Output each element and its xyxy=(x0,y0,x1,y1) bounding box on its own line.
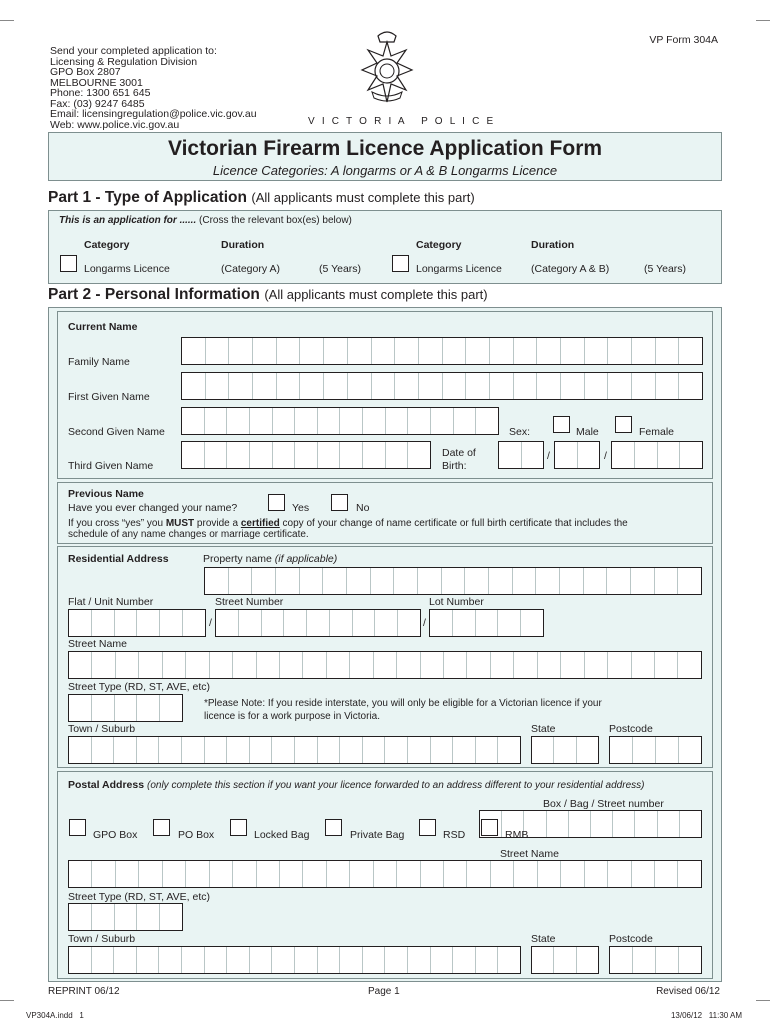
dob-separator: / xyxy=(604,450,607,462)
part2-heading xyxy=(48,286,488,304)
part1-panel xyxy=(48,210,722,284)
col-category: Category xyxy=(84,239,130,251)
yes-label: Yes xyxy=(292,502,310,514)
female-label: Female xyxy=(639,426,675,438)
previous-name-section xyxy=(57,482,713,544)
title-panel xyxy=(48,132,722,181)
note-must: MUST xyxy=(165,518,195,529)
sex-label: Sex: xyxy=(509,426,531,438)
changed-name-question: Have you ever changed your name? xyxy=(68,502,238,514)
send-to-phone: Phone: 1300 651 645 xyxy=(50,87,151,99)
interstate-note xyxy=(204,697,602,723)
postal-street-type-label: Street Type (RD, ST, AVE, etc) xyxy=(68,891,210,903)
rsd-label: RSD xyxy=(443,829,466,841)
rmb-label: RMB xyxy=(505,829,529,841)
postal-postcode-field[interactable] xyxy=(609,946,702,974)
second-given-label: Second Given Name xyxy=(68,426,165,438)
postal-heading: Postal Address xyxy=(68,779,145,791)
send-to-fax: Fax: (03) 9247 6485 xyxy=(50,97,145,110)
postal-state-field[interactable] xyxy=(531,946,599,974)
second-given-field[interactable] xyxy=(181,407,499,435)
private-bag-label: Private Bag xyxy=(350,829,405,841)
part2-panel xyxy=(48,307,722,982)
family-name-label: Family Name xyxy=(68,356,130,368)
note-text: provide a xyxy=(194,518,241,529)
rsd-checkbox[interactable] xyxy=(419,819,436,836)
col-duration: Duration xyxy=(221,239,265,251)
street-type-field[interactable] xyxy=(68,694,183,722)
footer-page: Page 1 xyxy=(368,986,400,997)
changed-no-checkbox[interactable] xyxy=(331,494,348,511)
note-certified: certified xyxy=(240,518,280,529)
victoria-police-emblem-icon xyxy=(350,26,424,110)
send-to-web: Web: www.police.vic.gov.au xyxy=(50,118,180,131)
dob-label-line: Date of xyxy=(442,447,476,459)
postal-town-field[interactable] xyxy=(68,946,521,974)
logo-caption: V I C T O R I A P O L I C E xyxy=(308,116,496,127)
box-label: Box / Bag / Street number xyxy=(543,798,664,810)
dob-day-field[interactable] xyxy=(498,441,544,469)
send-to-email: Email: licensingregulation@police.vic.gov.au xyxy=(50,108,257,120)
state-label: State xyxy=(531,723,556,735)
family-name-field[interactable] xyxy=(181,337,703,365)
third-given-field[interactable] xyxy=(181,441,431,469)
footer-stamp: 13/06/12 11:30 AM xyxy=(670,1011,742,1020)
part2-title: Part 2 - Personal Information xyxy=(48,286,260,303)
note-text: If you cross “yes” you xyxy=(68,518,166,529)
note-text: copy of your change of name certificate or full birth certificate that includes the xyxy=(279,518,628,529)
flat-label: Flat / Unit Number xyxy=(68,596,154,608)
lot-label: Lot Number xyxy=(429,596,484,608)
flat-field[interactable] xyxy=(68,609,206,637)
street-number-field[interactable] xyxy=(215,609,421,637)
send-to-block xyxy=(50,46,257,130)
property-label xyxy=(203,553,337,565)
property-name-field[interactable] xyxy=(204,567,702,595)
po-box-checkbox[interactable] xyxy=(153,819,170,836)
option-type: (Category A & B) xyxy=(531,263,610,275)
private-bag-checkbox[interactable] xyxy=(325,819,342,836)
send-to-line: GPO Box 2807 xyxy=(50,66,121,78)
crop-mark xyxy=(0,20,14,31)
postal-street-type-field[interactable] xyxy=(68,903,183,931)
property-text: Property name xyxy=(203,553,272,565)
category-a-checkbox[interactable] xyxy=(60,255,77,272)
locked-bag-label: Locked Bag xyxy=(254,829,310,841)
col-duration: Duration xyxy=(531,239,575,251)
send-to-line: Send your completed application to: xyxy=(50,45,217,57)
postcode-field[interactable] xyxy=(609,736,702,764)
current-name-heading: Current Name xyxy=(68,321,138,333)
separator: / xyxy=(423,617,426,629)
postal-town-label: Town / Suburb xyxy=(68,933,136,945)
option-type: (Category A) xyxy=(221,263,280,275)
category-ab-checkbox[interactable] xyxy=(392,255,409,272)
postal-state-label: State xyxy=(531,933,556,945)
po-box-label: PO Box xyxy=(178,829,215,841)
postal-postcode-label: Postcode xyxy=(609,933,653,945)
option-years: (5 Years) xyxy=(644,263,687,275)
option-years: (5 Years) xyxy=(319,263,362,275)
dob-month-field[interactable] xyxy=(554,441,600,469)
footer-reprint: REPRINT 06/12 xyxy=(48,986,120,997)
part1-intro xyxy=(59,215,352,226)
dob-year-field[interactable] xyxy=(611,441,703,469)
first-given-label: First Given Name xyxy=(68,391,150,403)
send-to-line: MELBOURNE 3001 xyxy=(50,76,143,89)
postal-street-name-field[interactable] xyxy=(68,860,702,888)
gpo-box-checkbox[interactable] xyxy=(69,819,86,836)
lot-number-field[interactable] xyxy=(429,609,544,637)
postal-street-name-label: Street Name xyxy=(500,848,559,860)
changed-yes-checkbox[interactable] xyxy=(268,494,285,511)
no-label: No xyxy=(356,502,370,514)
town-label: Town / Suburb xyxy=(68,723,136,735)
male-label: Male xyxy=(576,426,599,438)
intro-rest: (Cross the relevant box(es) below) xyxy=(199,215,352,226)
dob-separator: / xyxy=(547,450,550,462)
crop-mark xyxy=(756,20,770,31)
option-category: Longarms Licence xyxy=(84,263,170,275)
separator: / xyxy=(209,617,212,629)
street-name-field[interactable] xyxy=(68,651,702,679)
postal-heading-row xyxy=(68,779,708,791)
previous-name-heading: Previous Name xyxy=(68,488,144,500)
dob-label xyxy=(442,447,476,473)
postal-address-section xyxy=(57,771,713,979)
rmb-checkbox[interactable] xyxy=(481,819,498,836)
dob-label-line: Birth: xyxy=(442,460,467,472)
form-number: VP Form 304A xyxy=(649,34,718,46)
female-checkbox[interactable] xyxy=(615,416,632,433)
locked-bag-checkbox[interactable] xyxy=(230,819,247,836)
crop-mark xyxy=(756,1000,770,1011)
certificate-note xyxy=(68,518,708,540)
page-title: Victorian Firearm Licence Application Form xyxy=(167,137,603,160)
street-type-label: Street Type (RD, ST, AVE, etc) xyxy=(68,681,210,693)
footer-file: VP304A.indd 1 xyxy=(26,1011,84,1020)
part1-note: (All applicants must complete this part) xyxy=(251,190,475,205)
state-field[interactable] xyxy=(531,736,599,764)
current-name-section xyxy=(57,311,713,479)
option-category: Longarms Licence xyxy=(416,263,502,275)
note-line: *Please Note: If you reside interstate, you will only be eligible for a Victorian licence if your xyxy=(204,698,602,709)
property-hint: (if applicable) xyxy=(274,553,338,565)
first-given-field[interactable] xyxy=(181,372,703,400)
street-number-label: Street Number xyxy=(215,596,284,608)
intro-bold: This is an application for ...... xyxy=(59,215,197,226)
part1-heading xyxy=(48,189,475,207)
note-text: schedule of any name changes or marriage certificate. xyxy=(68,529,309,540)
residential-address-section xyxy=(57,546,713,768)
crop-mark xyxy=(0,1000,14,1011)
street-name-label: Street Name xyxy=(68,638,127,650)
footer-revised: Revised 06/12 xyxy=(656,986,720,997)
postcode-label: Postcode xyxy=(609,723,653,735)
part1-title: Part 1 - Type of Application xyxy=(48,189,247,206)
page-subtitle: Licence Categories: A longarms or A & B Longarms Licence xyxy=(212,163,558,178)
send-to-line: Licensing & Regulation Division xyxy=(50,55,198,68)
residential-heading: Residential Address xyxy=(68,553,169,565)
town-field[interactable] xyxy=(68,736,521,764)
col-category: Category xyxy=(416,239,462,251)
male-checkbox[interactable] xyxy=(553,416,570,433)
postal-note: (only complete this section if you want your licence forwarded to an address different to your residential address) xyxy=(146,780,645,791)
third-given-label: Third Given Name xyxy=(68,460,154,472)
gpo-box-label: GPO Box xyxy=(93,829,138,841)
note-line: licence is for a work purpose in Victoria. xyxy=(204,711,381,722)
part2-note: (All applicants must complete this part) xyxy=(264,287,488,302)
